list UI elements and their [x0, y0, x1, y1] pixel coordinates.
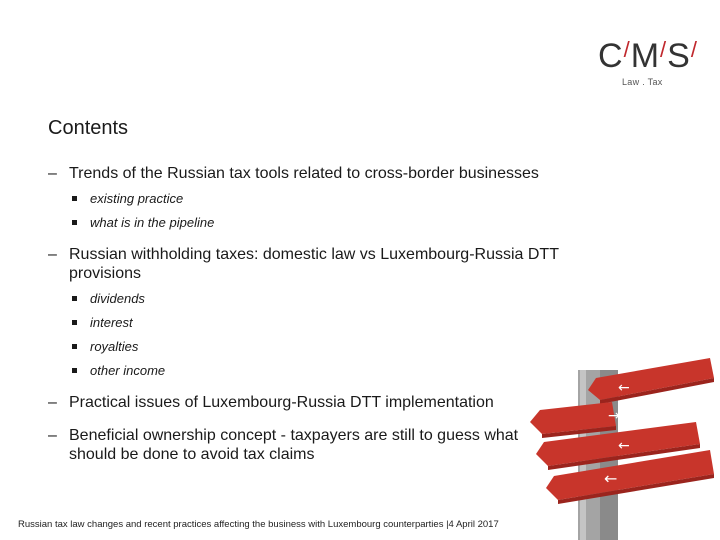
dash-bullet: –: [48, 394, 57, 411]
list-item-text: Trends of the Russian tax tools related to cross-border businesses: [69, 165, 539, 182]
list-item: [48, 164, 638, 183]
logo-tagline: Law . Tax: [622, 77, 663, 87]
right-arrow-icon: →: [608, 408, 620, 424]
square-bullet-icon: [72, 368, 77, 373]
logo-slash-icon: /: [623, 37, 631, 62]
sub-list-item-text: dividends: [90, 291, 145, 306]
list-item-text: Beneficial ownership concept - taxpayers are still to guess what should be done to avoid tax claims: [69, 427, 519, 463]
slide-footer: Russian tax law changes and recent practices affecting the business with Luxembourg counterparties |4 April 2017: [18, 519, 499, 530]
signpost-illustration: [500, 350, 720, 540]
sub-list-item-text: other income: [90, 363, 166, 378]
logo-slash-icon: /: [660, 37, 668, 62]
slide-title: Contents: [48, 117, 129, 139]
left-arrow-icon: ←: [618, 380, 630, 396]
square-bullet-icon: [72, 220, 77, 225]
square-bullet-icon: [72, 344, 77, 349]
logo-letter-s: S: [667, 37, 691, 75]
logo-mark: [598, 30, 698, 76]
square-bullet-icon: [72, 296, 77, 301]
dash-bullet: –: [48, 246, 57, 263]
sub-list-item: [48, 191, 638, 207]
square-bullet-icon: [72, 196, 77, 201]
list-item-text: Practical issues of Luxembourg-Russia DTT implementation: [69, 394, 494, 411]
sub-list-item-text: what is in the pipeline: [90, 215, 215, 230]
sub-list-item: [48, 215, 638, 231]
dash-bullet: –: [48, 427, 57, 444]
list-item: [48, 245, 629, 283]
logo-slash-icon: /: [690, 37, 698, 62]
left-arrow-icon: ←: [618, 438, 630, 454]
cms-logo: [598, 30, 698, 92]
sub-list-item-text: interest: [90, 315, 133, 330]
list-item: [48, 426, 559, 464]
dash-bullet: –: [48, 165, 57, 182]
logo-letter-c: C: [598, 37, 624, 75]
square-bullet-icon: [72, 320, 77, 325]
left-arrow-icon: ←: [604, 469, 618, 488]
list-item-text: Russian withholding taxes: domestic law vs Luxembourg-Russia DTT provisions: [69, 246, 559, 282]
sub-list-item-text: royalties: [90, 339, 139, 354]
sub-list-item: [48, 315, 638, 331]
sub-list-item-text: existing practice: [90, 191, 184, 206]
sub-list-item: [48, 291, 638, 307]
logo-letter-m: M: [630, 37, 661, 75]
